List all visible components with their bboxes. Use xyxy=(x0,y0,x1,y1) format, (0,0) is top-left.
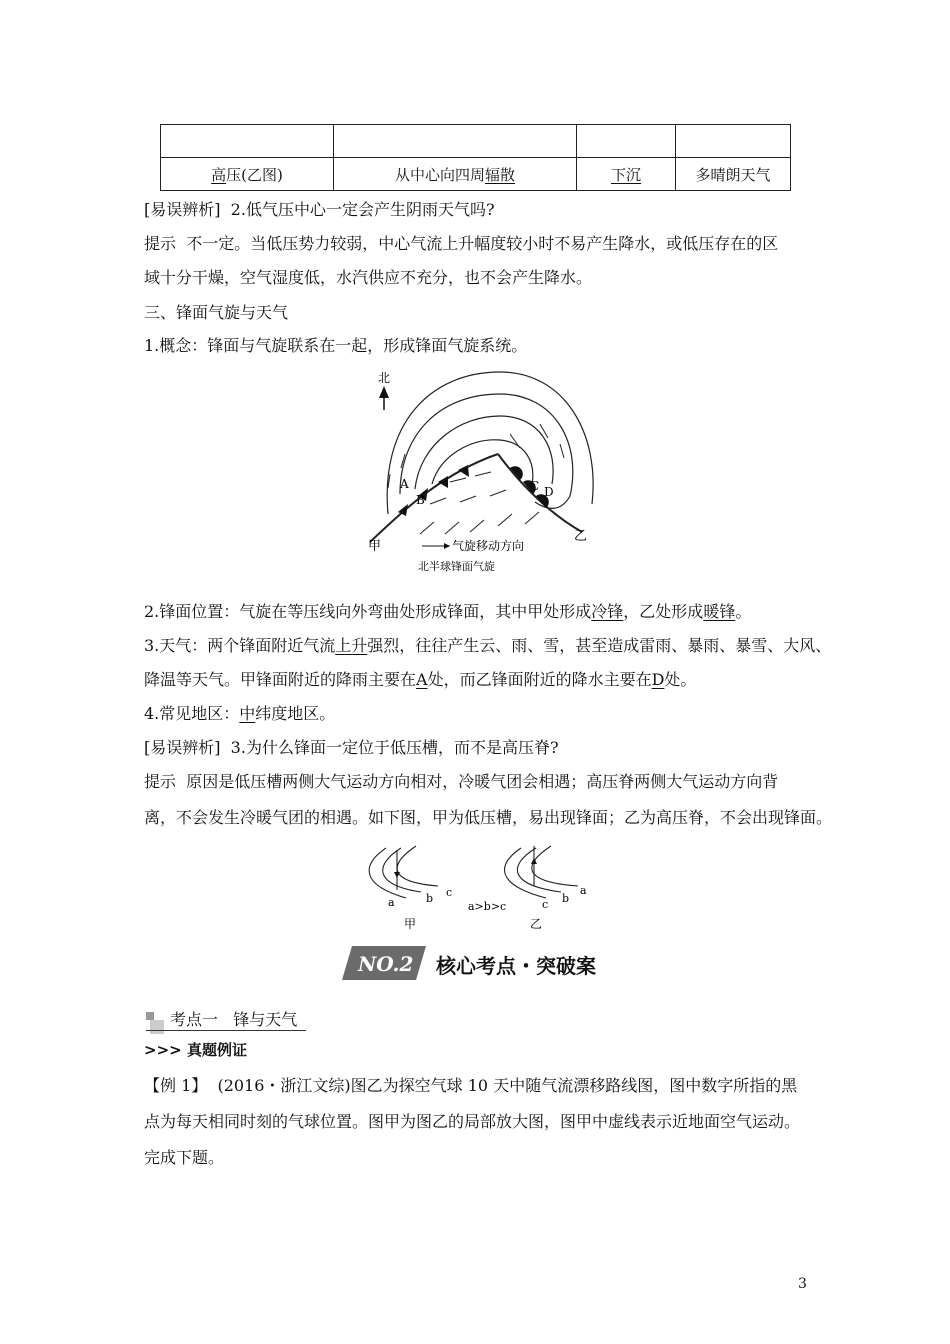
label-d: D xyxy=(544,485,554,499)
label-a-ridge: a xyxy=(580,884,587,897)
section-banner xyxy=(342,944,622,982)
label-c: C xyxy=(530,479,540,493)
label-a-trough: a xyxy=(388,896,395,909)
label-c-ridge: c xyxy=(542,898,549,911)
topic-heading: 考点一 锋与天气 xyxy=(170,1010,298,1029)
topic-underline xyxy=(146,1030,306,1031)
north-label: 北 xyxy=(378,371,391,385)
para-4: 4.常见地区：中纬度地区。 xyxy=(144,704,336,723)
label-b-trough: b xyxy=(426,892,434,905)
label-c-trough: c xyxy=(446,886,453,899)
legend-text: 气旋移动方向 xyxy=(452,539,525,553)
banner-title: 核心考点・突破案 xyxy=(436,954,596,978)
table-cell: 从中心向四周辐散 xyxy=(334,158,577,191)
question-2: [易误辨析] 2.低气压中心一定会产生阴雨天气吗? xyxy=(144,200,495,219)
para-3-line-2: 降温等天气。甲锋面附近的降雨主要在A处，而乙锋面附近的降水主要在D处。 xyxy=(144,670,697,689)
subhead: >>> 真题例证 xyxy=(144,1041,247,1059)
label-a: A xyxy=(400,477,409,491)
table-cell: 高压(乙图) xyxy=(161,158,334,191)
hint-3-line-2: 离，不会发生冷暖气团的相遇。如下图，甲为低压槽，易出现锋面；乙为高压脊，不会出现锋面。 xyxy=(144,808,833,827)
hint-2-line-2: 域十分干燥，空气湿度低，水汽供应不充分，也不会产生降水。 xyxy=(144,268,593,287)
banner-number: NO.2 xyxy=(358,952,414,976)
table-row xyxy=(161,125,791,158)
example-line-2: 点为每天相同时刻的气球位置。图甲为图乙的局部放大图，图甲中虚线表示近地面空气运动。 xyxy=(144,1112,801,1131)
label-b-ridge: b xyxy=(562,892,570,905)
pressure-relation: a>b>c xyxy=(468,900,507,913)
label-yi-ridge: 乙 xyxy=(530,917,543,931)
table-cell: 下沉 xyxy=(577,158,676,191)
summary-table xyxy=(160,124,791,191)
hint-3-line-1: 提示 原因是低压槽两侧大气运动方向相对，冷暖气团会相遇；高压脊两侧大气运动方向背 xyxy=(144,772,779,791)
frontal-cyclone-diagram xyxy=(360,364,610,580)
north-arrow-icon xyxy=(378,371,390,410)
example-line-1: 【例 1】 (2016・浙江文综)图乙为探空气球 10 天中随气流漂移路线图，图中数字所指的黑 xyxy=(144,1076,798,1095)
label-jia: 甲 xyxy=(368,539,382,554)
label-yi: 乙 xyxy=(574,529,588,544)
question-3: [易误辨析] 3.为什么锋面一定位于低压槽，而不是高压脊? xyxy=(144,738,559,757)
trough-ridge-diagram xyxy=(356,840,606,936)
page-number: 3 xyxy=(798,1276,807,1292)
table-cell: 多晴朗天气 xyxy=(676,158,791,191)
figure-caption: 北半球锋面气旋 xyxy=(418,560,495,573)
label-b: B xyxy=(416,493,425,507)
table-row xyxy=(161,158,791,191)
example-line-3: 完成下题。 xyxy=(144,1148,225,1167)
hint-2-line-1: 提示 不一定。当低压势力较弱，中心气流上升幅度较小时不易产生降水，或低压存在的区 xyxy=(144,234,779,253)
concept-text: 1.概念：锋面与气旋联系在一起，形成锋面气旋系统。 xyxy=(144,336,528,355)
label-jia-trough: 甲 xyxy=(404,917,417,931)
topic-marker-icon xyxy=(146,1012,164,1038)
para-2: 2.锋面位置：气旋在等压线向外弯曲处形成锋面，其中甲处形成冷锋，乙处形成暖锋。 xyxy=(144,602,752,621)
section-title: 三、锋面气旋与天气 xyxy=(144,303,289,322)
para-3-line-1: 3.天气：两个锋面附近气流上升强烈，往往产生云、雨、雪，甚至造成雷雨、暴雨、暴雪、大风、 xyxy=(144,636,832,655)
